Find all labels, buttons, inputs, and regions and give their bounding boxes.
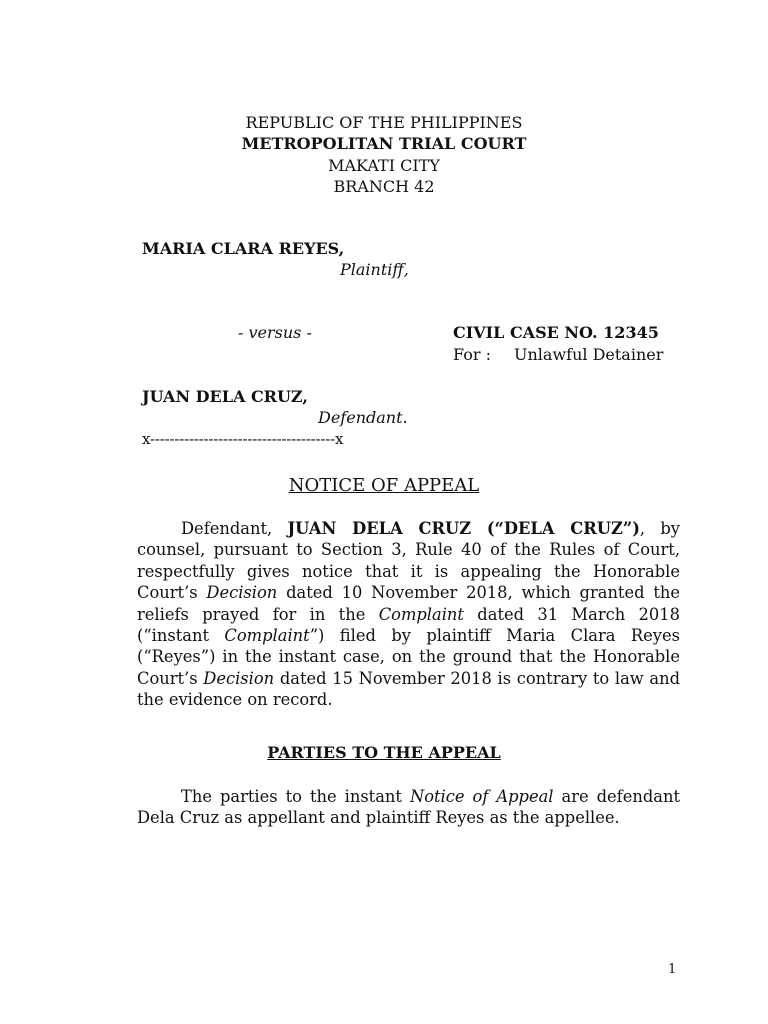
para1-text: dated 31 March 2018 (“instant <box>137 604 680 646</box>
para1-decision: Decision <box>203 668 275 688</box>
para2-notice-of-appeal: Notice of Appeal <box>409 787 554 806</box>
header-branch: BRANCH 42 <box>333 177 435 196</box>
defendant-name: JUAN DELA CRUZ, <box>142 387 308 406</box>
versus-label: - versus - <box>238 323 312 342</box>
paragraph-parties <box>137 786 680 829</box>
plaintiff-name: MARIA CLARA REYES, <box>142 239 345 258</box>
document-title: NOTICE OF APPEAL <box>288 475 480 496</box>
plaintiff-role: Plaintiff, <box>340 260 409 279</box>
para2-text: are defendant Dela Cruz as appellant and plaintiff Reyes as the appellee. <box>137 787 680 828</box>
header-court: METROPOLITAN TRIAL COURT <box>241 134 527 153</box>
para1-defendant-name: JUAN DELA CRUZ (“DELA CRUZ”) <box>287 519 640 538</box>
case-for-label: For : <box>453 345 491 364</box>
paragraph-notice <box>137 518 680 711</box>
case-number: CIVIL CASE NO. 12345 <box>453 323 659 342</box>
header-republic: REPUBLIC OF THE PHILIPPINES <box>245 113 523 132</box>
para1-text: dated 15 November 2018 is contrary to law and the evidence on record. <box>137 668 680 710</box>
para1-text: Defendant, <box>181 519 288 538</box>
para1-text: , by counsel, pursuant to Section 3, Rule 40 of the Rules of Court, respectfully gives notice that it is appealing the Honorable Court’s <box>137 519 680 603</box>
para1-complaint: Complaint <box>378 604 464 624</box>
para1-text: dated 10 November 2018, which granted the reliefs prayed for in the <box>137 583 680 624</box>
para1-text: ”) filed by plaintiff Maria Clara Reyes (“Reyes”) in the instant case, on the ground that the Honorable Court’s <box>137 626 680 688</box>
para1-decision: Decision <box>206 583 278 603</box>
caption-separator: x--------------------------------------x <box>142 430 344 448</box>
header-city: MAKATI CITY <box>328 156 440 175</box>
para1-complaint: Complaint <box>224 626 310 646</box>
section-heading-parties: PARTIES TO THE APPEAL <box>267 743 501 762</box>
para2-text: The parties to the instant <box>181 787 410 806</box>
case-for-value: Unlawful Detainer <box>514 345 664 364</box>
page-number: 1 <box>668 962 677 977</box>
defendant-role: Defendant. <box>318 408 408 427</box>
